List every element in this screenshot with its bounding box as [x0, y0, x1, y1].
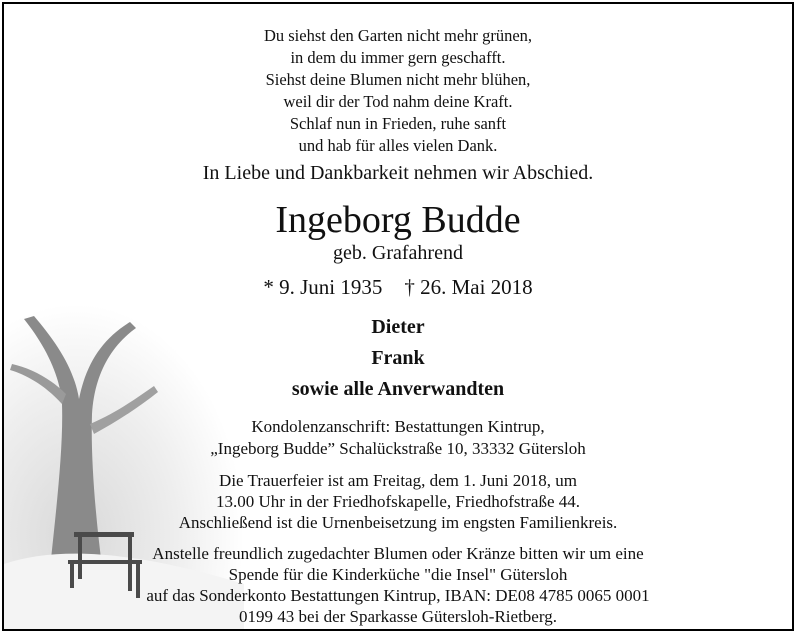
- poem-line: Du siehst den Garten nicht mehr grünen,: [263, 26, 533, 45]
- maiden-name: geb. Grafahrend: [333, 242, 463, 264]
- poem-line: Siehst deine Blumen nicht mehr blühen,: [265, 70, 531, 89]
- poem-line: weil dir der Tod nahm deine Kraft.: [283, 92, 513, 111]
- mourner-name: Dieter: [371, 316, 425, 338]
- poem-line: und hab für alles vielen Dank.: [298, 136, 498, 155]
- condolence-line: „Ingeborg Budde” Schalückstraße 10, 33332 Gütersloh: [210, 439, 586, 458]
- donation-line: 0199 43 bei der Sparkasse Gütersloh-Rietberg.: [239, 607, 557, 626]
- condolence-line: Kondolenzanschrift: Bestattungen Kintrup,: [251, 417, 545, 436]
- death-date: † 26. Mai 2018: [404, 275, 533, 299]
- birth-date: * 9. Juni 1935: [263, 275, 383, 299]
- life-dates: [4, 275, 792, 300]
- funeral-info-line: Die Trauerfeier ist am Freitag, dem 1. Juni 2018, um: [219, 471, 577, 490]
- obituary-notice: [2, 2, 794, 631]
- funeral-info-line: Anschließend ist die Urnenbeisetzung im engsten Familienkreis.: [178, 513, 618, 532]
- deceased-name: Ingeborg Budde: [275, 199, 521, 241]
- donation-line: Spende für die Kinderküche "die Insel" Gütersloh: [228, 565, 568, 584]
- donation-line: Anstelle freundlich zugedachter Blumen oder Kränze bitten wir um eine: [152, 544, 644, 563]
- poem-line: in dem du immer gern geschafft.: [290, 48, 506, 67]
- funeral-info-line: 13.00 Uhr in der Friedhofskapelle, Friedhofstraße 44.: [216, 492, 580, 511]
- poem-line: Schlaf nun in Frieden, ruhe sanft: [289, 114, 507, 133]
- farewell-line: In Liebe und Dankbarkeit nehmen wir Abschied.: [202, 162, 594, 184]
- mourner-name: sowie alle Anverwandten: [291, 378, 505, 400]
- donation-line: auf das Sonderkonto Bestattungen Kintrup, IBAN: DE08 4785 0065 0001: [146, 586, 650, 605]
- mourner-name: Frank: [371, 347, 425, 369]
